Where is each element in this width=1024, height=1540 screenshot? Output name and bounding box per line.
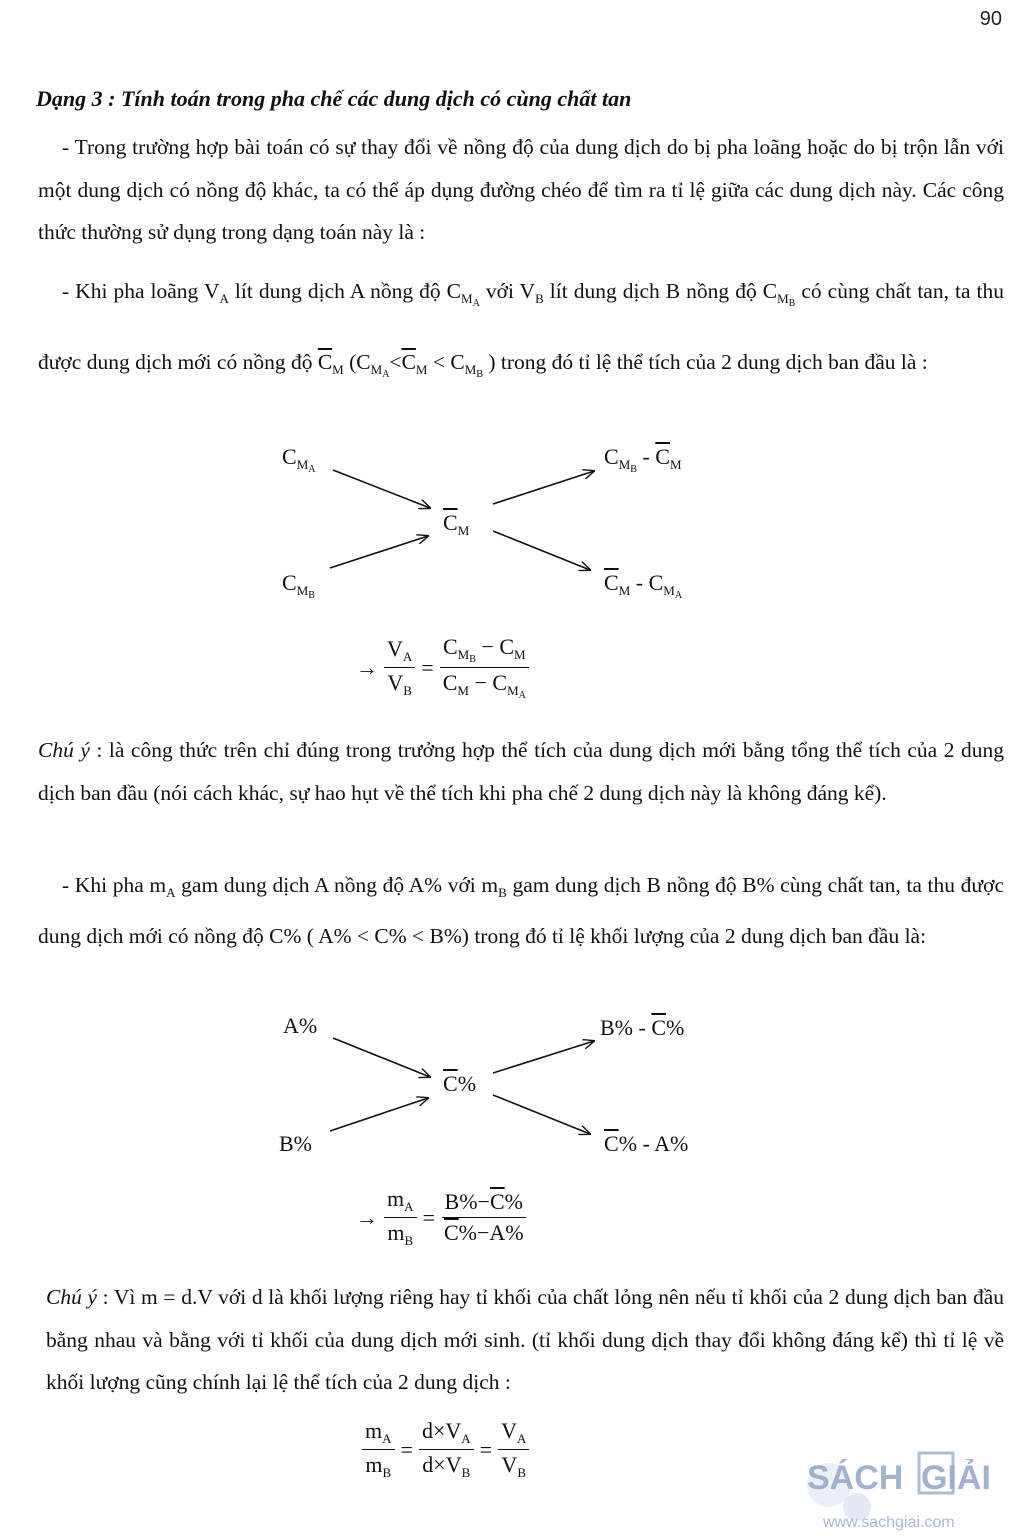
ratio-percent: $\frac{B\%-\overline{C}\%}{\overline{C}\%-A\%}$ [441, 1189, 527, 1246]
node-top-right: $C_{M_B} - \overline{C}_M$ [604, 444, 682, 475]
node-cma: $C_{M_A}$ [282, 444, 316, 475]
note2-label: Chú ý [46, 1285, 98, 1309]
note1-text: : là công thức trên chỉ đúng trong trưởng hợp thể tích của dung dịch mới bằng tổng thể tích của 2 dung dịch ban đầu (nói cách khác, sự hao hụt về thể tích khi pha chế 2 dung dịch này là không đáng kể). [38, 738, 1004, 805]
case1-text-1: - Khi pha loãng V [62, 279, 220, 303]
node-bottom-right-2: $\overline{C}\% - A\%$ [604, 1131, 689, 1156]
arrow-apct-to-center [333, 1038, 430, 1077]
ratio-concentration: $\frac{C_{M_B} - C_M}{C_M - C_{M_A}}$ [440, 634, 529, 701]
arrow-b-to-center [330, 536, 428, 568]
note-1 [38, 729, 1004, 814]
node-cpct-bar: $\overline{C}\%$ [443, 1071, 477, 1096]
node-cm-bar: $\overline{C}_M$ [443, 510, 470, 538]
heading-label: Dạng 3 : [36, 86, 116, 111]
case1-sub-b: B [535, 291, 544, 306]
case2-text-2: gam dung dịch A nồng độ A% với m [175, 873, 499, 897]
watermark-brand-left: SÁCH [807, 1459, 904, 1497]
implies-arrow: → [356, 654, 378, 680]
note1-label: Chú ý [38, 738, 90, 762]
diagram2-arrows [0, 1005, 1024, 1175]
arrow-center-to-top [493, 471, 594, 504]
node-top-right-2: $B\% - \overline{C}\%$ [600, 1015, 685, 1040]
arrow-center-to-bottom [493, 531, 590, 570]
ratio-ma-mb: $\frac{m_A}{m_B}$ [384, 1186, 417, 1249]
case1-text-2: lít dung dịch A nồng độ [228, 279, 447, 303]
heading-title: Tính toán trong pha chế các dung dịch có cùng chất tan [115, 86, 632, 111]
node-bottom-right: $\overline{C}_M - C_{M_A}$ [604, 570, 683, 601]
watermark-url: www.sachgiai.com [823, 1514, 955, 1531]
ratio-va-vb: $\frac{V_A}{V_B}$ [384, 636, 415, 699]
sachgiai-watermark [799, 1445, 1014, 1535]
case1-text-4: lít dung dịch B nồng độ [543, 279, 763, 303]
arrow-a-to-center [333, 470, 430, 508]
node-bpct: B% [279, 1131, 312, 1156]
case2-text-1: - Khi pha m [62, 873, 167, 897]
ratio-ma-mb-3: $\frac{m_A}{m_B}$ [362, 1418, 395, 1481]
arrow-bpct-to-center [330, 1098, 428, 1131]
cross-diagram-1 [0, 430, 1024, 620]
section-heading [36, 86, 631, 112]
case1-sub-a: A [219, 291, 229, 306]
diagram1-arrows [0, 430, 1024, 620]
arrow-center-to-top-2 [493, 1041, 594, 1073]
arrow-center-to-bottom-2 [493, 1095, 590, 1134]
node-apct: A% [283, 1013, 318, 1038]
ratio-density-volume: $\frac{d\times V_A}{d\times V_B}$ [419, 1418, 474, 1481]
case1-text-6: trong đó tỉ lệ thể tích của 2 dung dịch ban đầu là : [495, 350, 928, 374]
case1-text-5: có cùng chất tan, ta thu được dung dịch mới có nồng độ [38, 279, 1005, 374]
case1-paragraph [38, 262, 1004, 404]
note2-text: : Vì m = d.V với d là khối lượng riêng hay tỉ khối của chất lỏng nên nếu tỉ khối của 2 dung dịch ban đầu bằng nhau và bằng với tỉ khối của dung dịch mới sinh. (tỉ khối dung dịch thay đổi không đáng kể) thì tỉ lệ về khối lượng cũng chính lại lệ thể tích của 2 dung dịch : [46, 1285, 1004, 1394]
formula-2: → $\frac{m_A}{m_B}$ = $\frac{B\%-\overline{C}\%}{\overline{C}\%-A\%}$ [356, 1186, 527, 1249]
case1-text-3: với V [479, 279, 536, 303]
watermark-brand-right: GIẢI [921, 1459, 991, 1497]
case2-text-3: gam dung dịch B nồng độ B% cùng chất tan, ta thu được dung dịch mới có nồng độ C% ( A% < C% < B%) trong đó tỉ lệ khối lượng của 2 dung dịch ban đầu là: [38, 873, 1004, 948]
intro-paragraph: - Trong trường hợp bài toán có sự thay đổi về nồng độ của dung dịch do bị pha loãng hoặc do bị trộn lẫn với một dung dịch có nồng độ khác, ta có thể áp dụng đường chéo để tìm ra tỉ lệ giữa các dung dịch này. Các công thức thường sử dụng trong dạng toán này là : [38, 135, 1004, 244]
note-2 [46, 1276, 1004, 1404]
cma-symbol: $C_{M_A}$ [446, 279, 480, 309]
formula-3: $\frac{m_A}{m_B}$ = $\frac{d\times V_A}{d\times V_B}$ = $\frac{V_A}{V_B}$ [362, 1418, 529, 1481]
formula-1: → $\frac{V_A}{V_B}$ = $\frac{C_{M_B} - C_M}{C_M - C_{M_A}}$ [356, 634, 529, 701]
node-cmb: $C_{M_B}$ [282, 570, 315, 601]
page-number: 90 [979, 8, 1002, 30]
case2-paragraph: - Khi pha $m_A$ gam dung dịch A nồng độ A% với $m_B$ gam dung dịch B nồng độ B% cùng chất tan, ta thu được dung dịch mới có nồng độ C% ( A% < C% < B%) trong đó tỉ lệ khối lượng của 2 dung dịch ban đầu là: [38, 873, 1004, 948]
ratio-va-vb-3: $\frac{V_A}{V_B}$ [498, 1418, 529, 1481]
inequality: ($C_{M_A}<\overline{C}_M < C_{M_B}$ ) [349, 350, 496, 380]
cross-diagram-2 [0, 1005, 1024, 1175]
cm-bar-symbol: $\overline{C}_M$ [317, 350, 344, 377]
watermark-logo-icon [799, 1445, 1014, 1535]
implies-arrow-2: → [356, 1204, 378, 1230]
cmb-symbol: $C_{M_B}$ [762, 279, 796, 309]
